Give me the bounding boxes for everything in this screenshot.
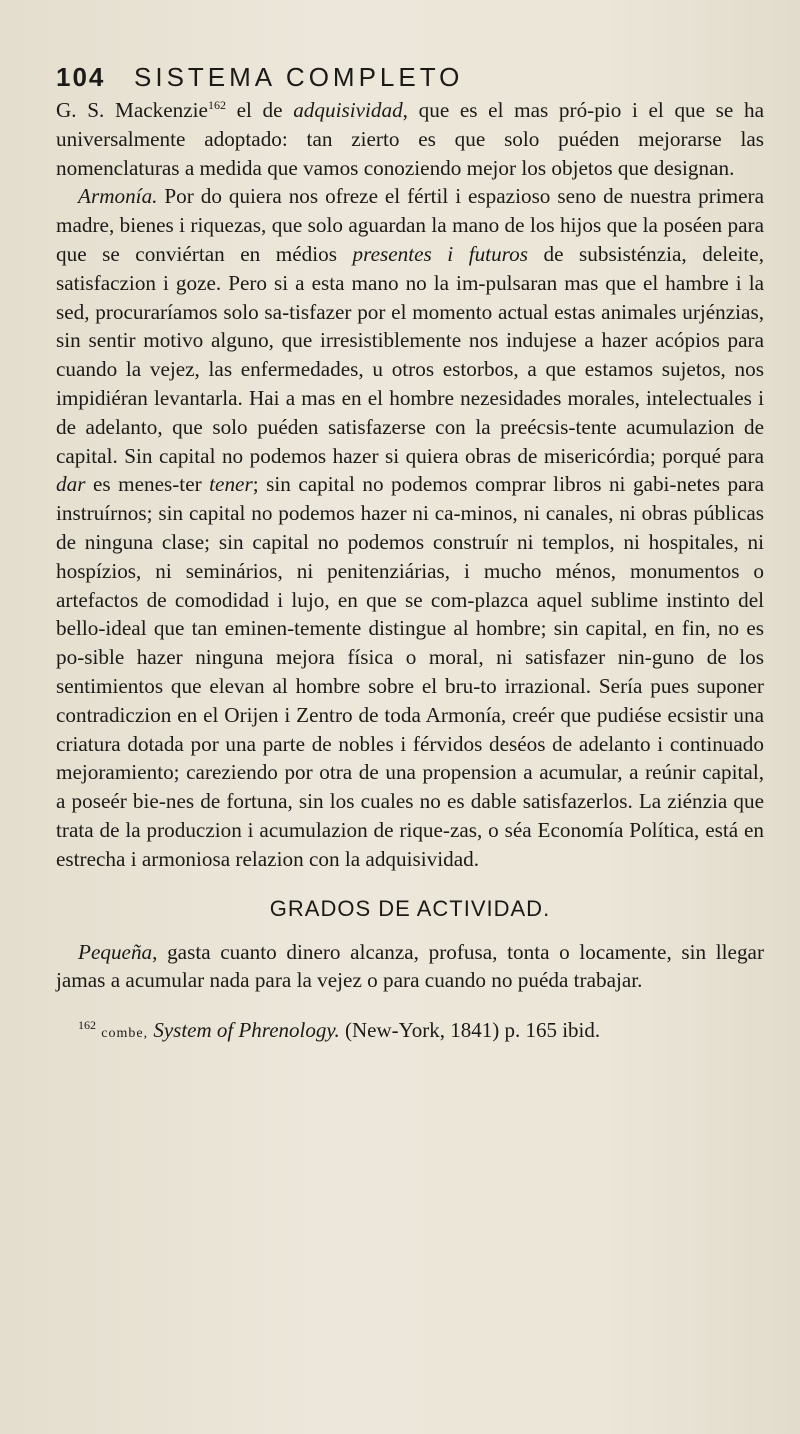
running-title: SISTEMA COMPLETO (134, 62, 464, 92)
term-adquisividad: adquisividad (293, 98, 403, 122)
body-text (56, 96, 764, 874)
armonia-italic-a: presentes i futuros (352, 241, 528, 266)
running-head (56, 62, 764, 96)
armonia-lead: Armonía. (78, 184, 158, 209)
armonia-text-b: de subsisténzia, deleite, satisfaczion i goze. Pero si a esta mano no la im-pulsaran mas que el hambre i la sed, procuraríamos solo sa-tisfazer por el momento actual estas animales urjénzias, sin sentir motivo alguno, que irresistiblemente nos indujese a hazer acópios para cuando la vejez, las enfermedades, u otros estorbos, a que estamos sujetos, nos impidiéran levantarla. Hai a mas en el hombre nezesidades morales, intelectuales i de adelanto, que solo puéden satisfazerse con la preécsis-tente acumulazion de capital. Sin capital no podemos hazer si quiera obras de misericórdia; porqué para (56, 241, 765, 468)
paragraph-pequena (56, 938, 764, 996)
body-text-section (56, 938, 764, 996)
paragraph1-after: , que es el mas pró-pio i el que se ha universalmente adoptado: tan zierto es que solo puéden mejorarse las nomenclaturas a medida que vamos conoziendo mejor los objetos que designan. (56, 98, 764, 180)
armonia-text-a: Por do quiera nos ofreze el fértil i espazioso seno de nuestra primera madre, bienes i riquezas, que solo aguardan la mano de los hijos que la poséen para que se conviértan en médios (56, 184, 764, 266)
armonia-text-d: ; sin capital no podemos comprar libros ni gabi-netes para instruírnos; sin capital no podemos hazer ni ca-minos, ni canales, ni obras públicas de ninguna clase; sin capital no podemos construír ni templos, ni hospitales, ni hospízios, ni seminários, ni penitenziárias, i mucho ménos, monumentos o artefactos de comodidad i lujo, en que se com-plazca aquel sublime instinto del bello-ideal que tan eminen-temente distingue al hombre; sin capital, en fin, no es po-sible hazer ninguna mejora física o moral, ni satisfazer nin-guno de los sentimientos que elevan al hombre sobre el bru-to irrazional. Sería pues suponer contradiczion en el Orijen i Zentro de toda Armonía, creér que pudiése ecsistir una criatura dotada por una parte de nobles i férvidos deséos de adelanto i continuado mejoramiento; careziendo por otra de una propension a acumular, a reúnir capital, a poseér bie-nes de fortuna, sin los cuales no es dable satisfazerlos. La ziénzia que trata de la produczion i acumulazion de rique-zas, o séa Economía Política, está en estrecha i armoniosa relazion con la adquisividad. (56, 472, 764, 871)
footnote-title: System of Phrenology. (153, 1018, 340, 1043)
armonia-text-c: es menes-ter (85, 472, 210, 497)
pequena-text: , gasta cuanto dinero alcanza, profusa, tonta o locamente, sin llegar jamas a acumular nada para la vejez o para cuando no puéda trabajar. (56, 939, 764, 993)
pequena-lead: Pequeña (78, 939, 153, 964)
armonia-italic-b: dar (56, 472, 86, 497)
footnote-author: combe, (101, 1026, 149, 1042)
paragraph1-mid: el de (225, 98, 294, 122)
armonia-italic-c: tener (209, 472, 253, 497)
footnote-mark: 162 (78, 1018, 96, 1033)
section-heading: GRADOS DE ACTIVIDAD. (269, 895, 551, 921)
footnote-reference: 162 (207, 98, 226, 112)
paragraph-continuation (56, 96, 764, 182)
page-number: 104 (56, 62, 106, 92)
footnote (56, 1011, 764, 1048)
footnote-citation: (New-York, 1841) p. 165 ibid. (339, 1018, 601, 1043)
paragraph1-before-sup: G. S. Mackenzie (56, 98, 208, 122)
paragraph-armonia (56, 182, 764, 873)
